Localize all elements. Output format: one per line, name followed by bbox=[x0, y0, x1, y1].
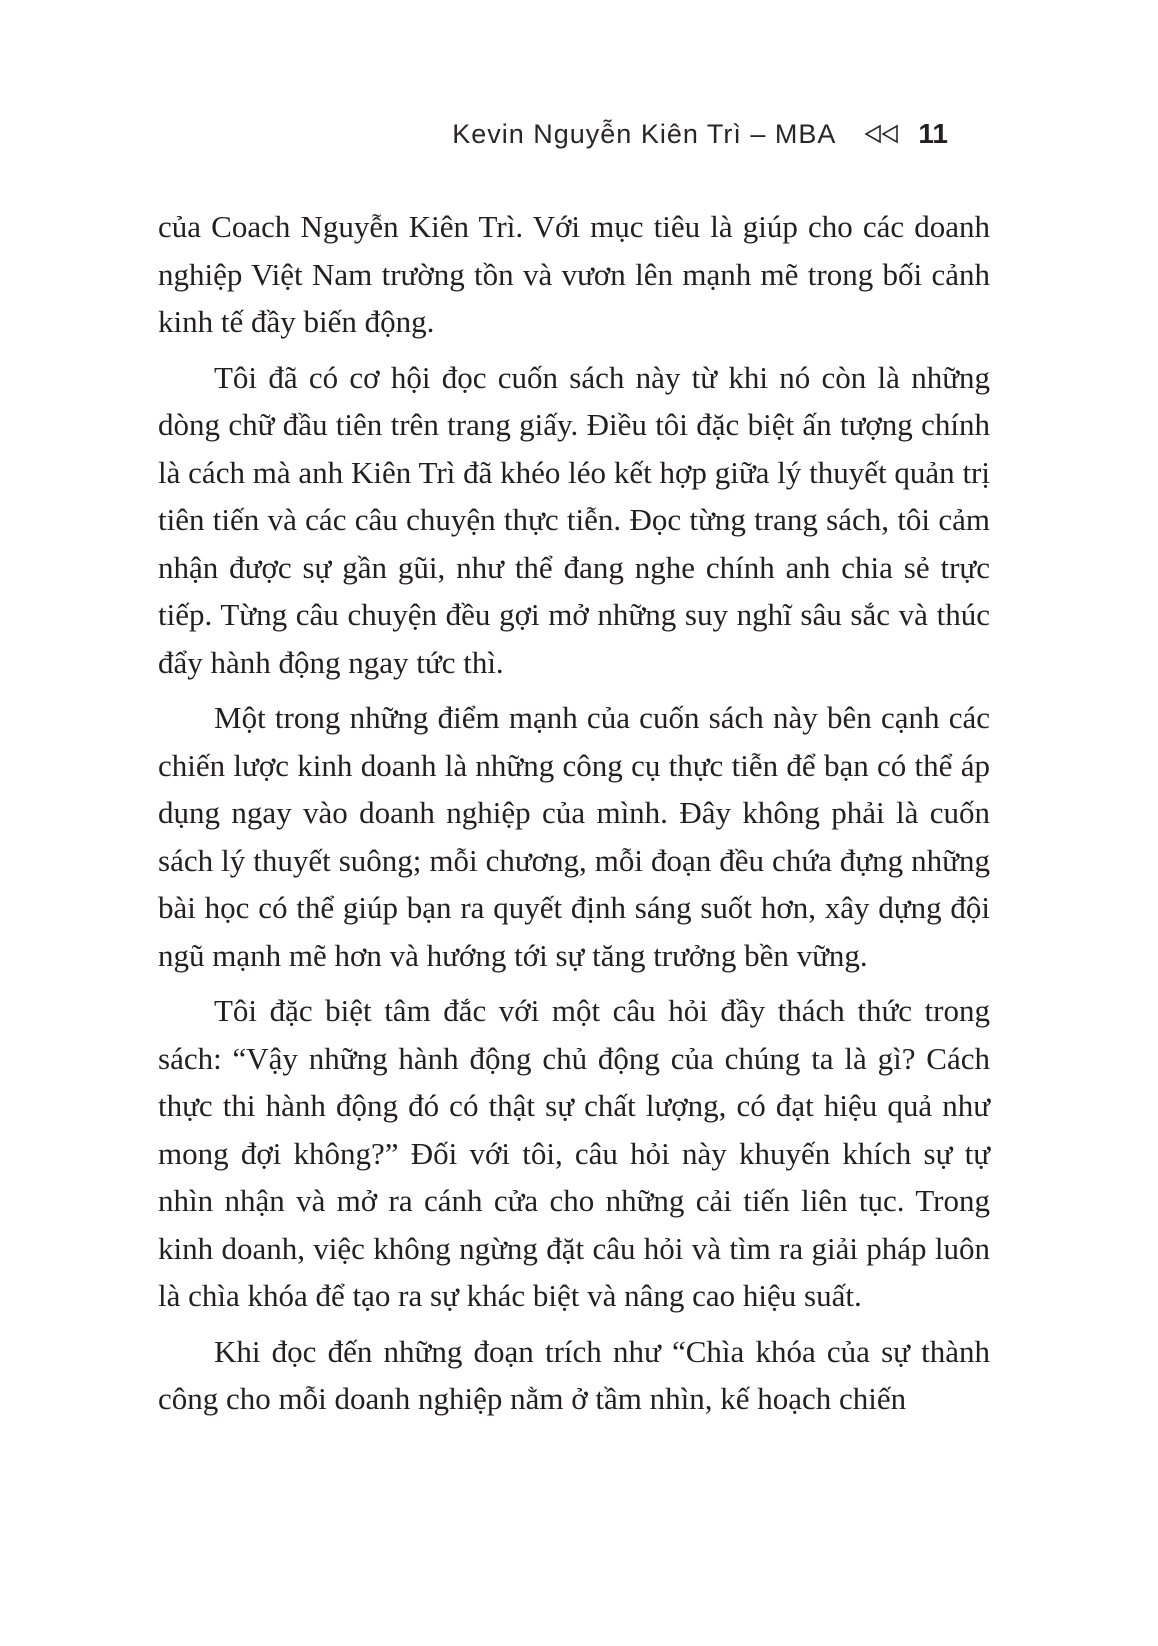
running-title: Kevin Nguyễn Kiên Trì – MBA bbox=[452, 118, 837, 149]
paragraph-5: Khi đọc đến những đoạn trích như “Chìa khóa của sự thành công cho mỗi doanh nghiệp nằm ở tầm nhìn, kế hoạch chiến bbox=[158, 1333, 990, 1416]
paragraph-3: Một trong những điểm mạnh của cuốn sách này bên cạnh các chiến lược kinh doanh là những công cụ thực tiễn để bạn có thể áp dụng ngay vào doanh nghiệp của mình. Đây không phải là cuốn sách lý thuyết suông; mỗi chương, mỗi đoạn đều chứa đựng những bài học có thể giúp bạn ra quyết định sáng suốt hơn, xây dựng đội ngũ mạnh mẽ hơn và hướng tới sự tăng trưởng bền vững. bbox=[158, 700, 990, 973]
paragraph-1: của Coach Nguyễn Kiên Trì. Với mục tiêu là giúp cho các doanh nghiệp Việt Nam trường tồn và vươn lên mạnh mẽ trong bối cảnh kinh tế đầy biến động. bbox=[158, 209, 990, 339]
double-left-triangle-icon bbox=[864, 124, 900, 144]
page-number: 11 bbox=[918, 118, 948, 149]
paragraph-4: Tôi đặc biệt tâm đắc với một câu hỏi đầy thách thức trong sách: “Vậy những hành động chủ động của chúng ta là gì? Cách thực thi hành động đó có thật sự chất lượng, có đạt hiệu quả như mong đợi không?” Đối với tôi, câu hỏi này khuyến khích sự tự nhìn nhận và mở ra cánh cửa cho những cải tiến liên tục. Trong kinh doanh, việc không ngừng đặt câu hỏi và tìm ra giải pháp luôn là chìa khóa để tạo ra sự khác biệt và nâng cao hiệu suất. bbox=[158, 993, 990, 1313]
body-text bbox=[158, 203, 990, 1431]
paragraph-2: Tôi đã có cơ hội đọc cuốn sách này từ khi nó còn là những dòng chữ đầu tiên trên trang giấy. Điều tôi đặc biệt ấn tượng chính là cách mà anh Kiên Trì đã khéo léo kết hợp giữa lý thuyết quản trị tiên tiến và các câu chuyện thực tiễn. Đọc từng trang sách, tôi cảm nhận được sự gần gũi, như thể đang nghe chính anh chia sẻ trực tiếp. Từng câu chuyện đều gợi mở những suy nghĩ sâu sắc và thúc đẩy hành động ngay tức thì. bbox=[158, 359, 990, 680]
running-header bbox=[452, 118, 948, 150]
